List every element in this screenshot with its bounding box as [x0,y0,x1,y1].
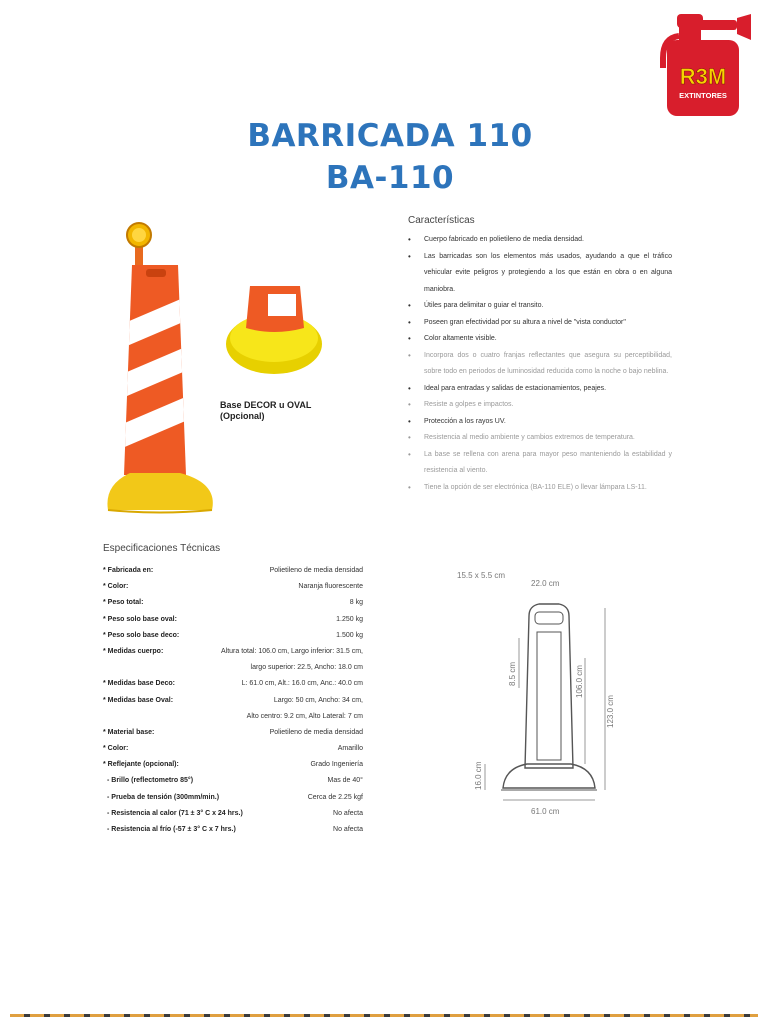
spec-row [103,741,363,757]
spec-row [103,628,363,644]
feature-item: • Cuerpo fabricado en polietileno de media densidad. [408,232,672,249]
spec-row [103,693,363,709]
logo-subtitle: EXTINTORES [679,91,727,100]
spec-value: Largo: 50 cm, Ancho: 34 cm, [273,696,363,704]
spec-row [103,725,363,741]
feature-item: • Ideal para entradas y salidas de estacionamientos, peajes. [408,381,672,398]
spec-label: - Prueba de tensión (300mm/min.) [107,793,220,801]
spec-row [103,595,363,611]
spec-label: * Fabricada en: [103,567,154,574]
dim-base-width: 61.0 cm [531,807,560,816]
feature-item: • Tiene la opción de ser electrónica (BA-110 ELE) o llevar lámpara LS-11. [408,480,672,497]
logo-brand: R3M [679,64,727,89]
spec-row [103,660,363,676]
spec-row [103,822,363,838]
spec-label: * Medidas base Deco: [103,680,175,688]
feature-item: • Resistencia al medio ambiente y cambios extremos de temperatura. [408,430,672,447]
specs-table [103,563,363,838]
r3m-extintores-logo [655,10,755,120]
spec-row [103,757,363,773]
spec-value: Grado Ingeniería [310,761,363,769]
spec-value: Mas de 40° [327,777,363,785]
feature-item: • Resiste a golpes e impactos. [408,397,672,414]
spec-value: L: 61.0 cm, Alt.: 16.0 cm, Anc.: 40.0 cm [241,680,363,688]
dim-total: 123.0 cm [606,695,615,728]
spec-label: * Reflejante (opcional): [103,761,179,769]
spec-value: Alto centro: 9.2 cm, Alto Lateral: 7 cm [246,712,363,720]
feature-item: • Útiles para delimitar o guiar el transito. [408,298,672,315]
spec-label: - Resistencia al frío (-57 ± 3° C x 7 hrs.) [107,826,236,833]
spec-value: Amarillo [337,745,363,753]
feature-item: • Poseen gran efectividad por su altura a nivel de "vista conductor" [408,315,672,332]
spec-label: * Peso solo base oval: [103,615,177,623]
spec-value: 8 kg [349,599,363,607]
spec-label: - Resistencia al calor (71 ± 3° C x 24 hrs.) [107,809,243,817]
feature-item: • Protección a los rayos UV. [408,414,672,431]
spec-label: * Peso solo base deco: [103,631,180,639]
spec-value: Cerca de 2.25 kgf [307,793,363,801]
spec-value: No afecta [333,809,363,817]
spec-label: * Color: [103,745,129,753]
spec-row [103,676,363,692]
spec-value: Naranja fluorescente [298,583,363,591]
barricade-image [100,215,225,515]
spec-value: Polietileno de media densidad [269,567,363,574]
base-caption-note: (Opcional) [220,411,265,421]
base-caption [220,400,330,422]
spec-row [103,612,363,628]
spec-row [103,563,363,579]
warning-lamp-icon [127,223,151,267]
spec-label: * Material base: [103,728,155,736]
product-title: BARRICADA 110 [247,118,533,154]
base-caption-title: Base DECOR u OVAL [220,400,312,410]
dim-top-left: 15.5 x 5.5 cm [457,571,506,580]
spec-row [103,790,363,806]
spec-value: No afecta [333,826,363,833]
dim-reflector: 8.5 cm [508,661,517,686]
features-heading: Características [408,215,475,226]
spec-row [103,579,363,595]
technical-drawing [455,568,645,818]
dim-top-right: 22.0 cm [531,579,560,588]
spec-label: - Brillo (reflectometro 85°) [107,777,194,785]
product-code: BA-110 [325,160,455,196]
spec-value: largo superior: 22.5, Ancho: 18.0 cm [250,664,363,672]
spec-label: * Medidas base Oval: [103,696,174,704]
spec-value: Altura total: 106.0 cm, Largo inferior: 31.5 cm, [220,647,363,655]
dim-body: 106.0 cm [575,665,584,698]
spec-label: * Medidas cuerpo: [103,647,164,655]
spec-label: * Peso total: [103,599,144,607]
features-list [408,232,672,496]
feature-item: • Incorpora dos o cuatro franjas reflectantes que asegura su perceptibilidad, sobre todo en periodos de luminosidad reducida como la noche o bajo neblina. [408,348,672,381]
specs-heading: Especificaciones Técnicas [103,543,221,554]
footer-divider [10,1014,758,1018]
feature-item: • Color altamente visible. [408,331,672,348]
spec-row [103,806,363,822]
spec-row [103,773,363,789]
spec-row [103,644,363,660]
dim-base-height: 16.0 cm [474,761,483,790]
spec-value: Polietileno de media densidad [269,728,363,736]
feature-item: • La base se rellena con arena para mayor peso manteniendo la estabilidad y resistencia al viento. [408,447,672,480]
feature-item: • Las barricadas son los elementos más usados, ayudando a que el tráfico vehicular evite peligros y protegiendo a los que están en obra o en alguna maniobra. [408,249,672,299]
spec-label: * Color: [103,583,129,591]
spec-value: 1.250 kg [336,615,363,623]
spec-value: 1.500 kg [336,631,363,639]
spec-row [103,709,363,725]
base-decor-oval-image [222,280,327,380]
